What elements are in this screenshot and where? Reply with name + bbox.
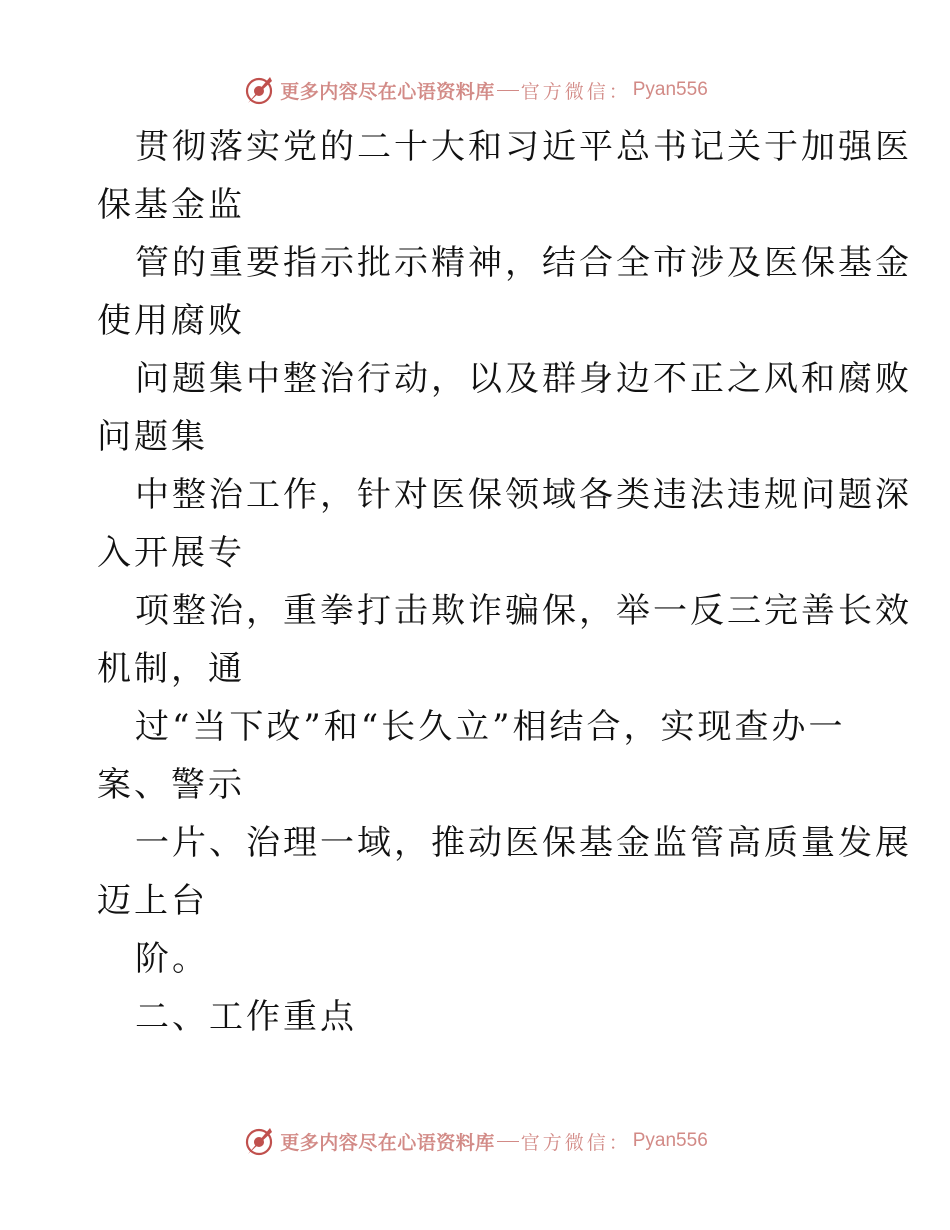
document-body	[97, 118, 912, 1046]
paragraph-line: 案、警示	[97, 765, 245, 805]
footer-watermark	[0, 1121, 950, 1161]
watermark-brand: 更多内容尽在心语资料库	[280, 80, 495, 103]
watermark-wechat-label: 官方微信：	[520, 1131, 631, 1154]
paragraph-line: 使用腐败	[97, 301, 245, 341]
paragraph-line: 问题集中整治行动，以及群身边不正之风和腐败	[135, 359, 912, 399]
watermark-wechat-id: Pyan556	[632, 79, 708, 100]
paragraph-line: 入开展专	[97, 533, 245, 573]
paragraph-line: 机制，通	[97, 649, 245, 689]
section-heading: 二、工作重点	[135, 997, 357, 1037]
paragraph-line: 中整治工作，针对医保领域各类违法违规问题深	[135, 475, 912, 515]
paragraph-line: 保基金监	[97, 185, 245, 225]
watermark-dash	[497, 90, 519, 91]
paragraph-line: 管的重要指示批示精神，结合全市涉及医保基金	[135, 243, 912, 283]
quill-logo-icon	[242, 1124, 276, 1158]
paragraph-line: 阶。	[135, 939, 209, 979]
paragraph-line: 迈上台	[97, 881, 208, 921]
watermark-wechat-id: Pyan556	[632, 1130, 708, 1151]
watermark-dash	[497, 1141, 519, 1142]
paragraph-line: 过“当下改”和“长久立”相结合，实现查办一	[135, 707, 846, 747]
paragraph-line: 一片、治理一域，推动医保基金监管高质量发展	[135, 823, 912, 863]
paragraph-line: 项整治，重拳打击欺诈骗保，举一反三完善长效	[135, 591, 912, 631]
watermark-wechat-label: 官方微信：	[520, 80, 631, 103]
quill-logo-icon	[242, 73, 276, 107]
watermark-brand: 更多内容尽在心语资料库	[280, 1131, 495, 1154]
header-watermark	[0, 70, 950, 110]
paragraph-line: 贯彻落实党的二十大和习近平总书记关于加强医	[135, 127, 912, 167]
paragraph-line: 问题集	[97, 417, 208, 457]
